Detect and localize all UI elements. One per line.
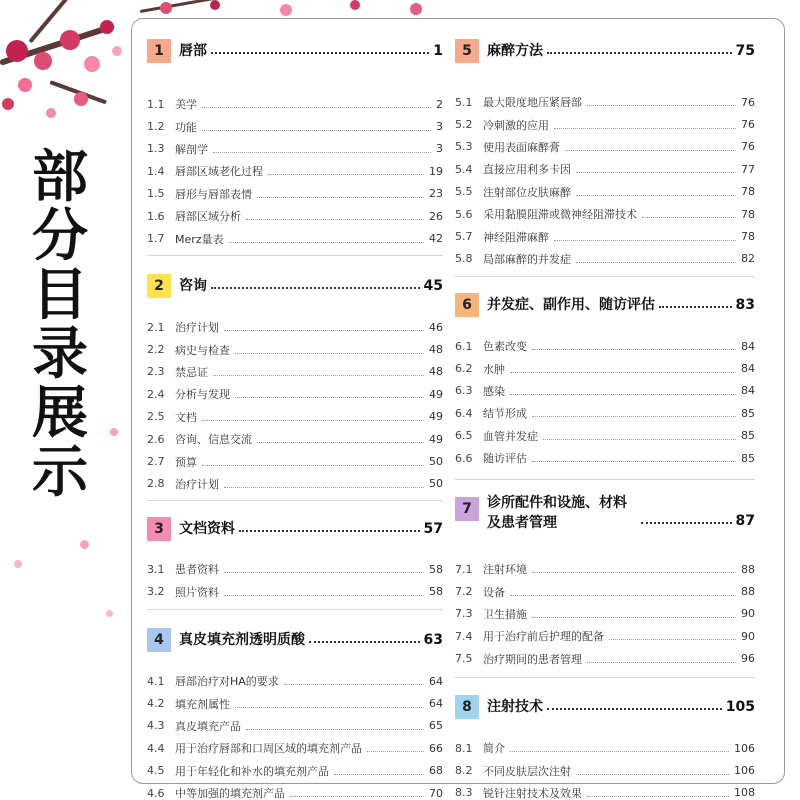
section-title: 患者资料 [175,563,219,577]
petal-decoration [14,560,22,568]
section-leader-dots [642,210,736,218]
section-title: 文档 [175,410,197,424]
section-number: 4.3 [147,719,165,733]
section-title: 注射环境 [483,563,527,577]
section-title: 感染 [483,384,505,398]
section-page-number: 85 [741,406,755,420]
section-leader-dots [213,368,424,376]
chapter-number: 3 [147,517,171,541]
section-leader-dots [587,789,729,797]
section-number: 4.6 [147,786,165,800]
section-leader-dots [576,165,736,173]
section-number: 8.1 [455,741,473,755]
chapter-title: 真皮填充剂透明质酸 [179,632,305,648]
section-title: 用于年轻化和补水的填充剂产品 [175,764,329,778]
section-entry[interactable] [147,138,443,160]
section-title: 治疗计划 [175,321,219,335]
section-entry[interactable] [455,380,755,402]
side-title-char: 展 [32,381,88,446]
side-title-char: 目 [32,263,88,328]
section-leader-dots [609,632,736,640]
section-title: 美学 [175,98,197,112]
section-title: 水肿 [483,362,505,376]
chapter-page-number: 63 [423,632,443,648]
section-leader-dots [202,458,424,466]
chapter-divider [147,255,443,256]
petal-decoration [80,540,89,549]
section-page-number: 85 [741,429,755,443]
section-title: 禁忌证 [175,365,208,379]
section-page-number: 106 [734,764,755,778]
section-number: 6.2 [455,362,473,376]
section-title: 神经阻滞麻醉 [483,230,549,244]
section-entry[interactable] [455,181,755,203]
section-leader-dots [235,700,424,708]
section-entry[interactable] [147,316,443,338]
section-entry[interactable] [147,670,443,692]
section-number: 5.6 [455,207,473,221]
section-leader-dots [532,565,736,573]
chapter-divider [455,276,755,277]
section-list [455,558,755,670]
chapter-divider [455,479,755,480]
section-title: 冷刺激的应用 [483,118,549,132]
chapter-title: 唇部 [179,43,207,59]
chapter-leader-dots [211,39,429,54]
section-number: 4.2 [147,697,165,711]
section-number: 1.1 [147,97,165,111]
section-page-number: 70 [429,786,443,800]
chapter-heading[interactable] [147,517,443,541]
section-number: 4.5 [147,764,165,778]
section-page-number: 65 [429,719,443,733]
side-title-char: 部 [32,145,88,210]
section-number: 5.5 [455,185,473,199]
section-entry[interactable] [147,205,443,227]
section-leader-dots [257,435,424,443]
section-entry[interactable] [455,158,755,180]
section-entry[interactable] [455,558,755,580]
chapter-page-number: 83 [735,297,755,313]
section-entry[interactable] [455,425,755,447]
section-page-number: 3 [436,120,443,134]
section-page-number: 48 [429,365,443,379]
section-entry[interactable] [455,759,755,781]
section-leader-dots [543,432,736,440]
section-page-number: 88 [741,585,755,599]
section-leader-dots [554,121,736,129]
section-list [455,335,755,469]
section-title: 照片资料 [175,585,219,599]
section-number: 2.5 [147,410,165,424]
section-title: 填充剂属性 [175,697,230,711]
section-leader-dots [246,212,424,220]
section-entry[interactable] [455,580,755,602]
section-entry[interactable] [455,357,755,379]
section-title: 用于治疗唇部和口周区域的填充剂产品 [175,742,362,756]
chapter-title: 咨询 [179,278,207,294]
section-page-number: 64 [429,697,443,711]
section-title: 病史与检查 [175,343,230,357]
section-number: 7.1 [455,562,473,576]
section-entry[interactable] [455,248,755,270]
section-leader-dots [587,98,736,106]
section-leader-dots [284,677,424,685]
section-leader-dots [229,235,424,243]
chapter-page-number: 1 [433,43,443,59]
section-entry[interactable] [147,580,443,602]
section-title: 使用表面麻醉膏 [483,140,560,154]
section-entry[interactable] [147,715,443,737]
section-title: 血管并发症 [483,429,538,443]
chapter-number: 8 [455,695,479,719]
section-page-number: 49 [429,432,443,446]
section-page-number: 76 [741,95,755,109]
section-number: 4.1 [147,674,165,688]
chapter-number: 2 [147,274,171,298]
chapter-page-number: 105 [725,699,755,715]
section-page-number: 78 [741,230,755,244]
section-entry[interactable] [147,93,443,115]
section-entry[interactable] [147,450,443,472]
chapter-page-number: 87 [735,513,755,529]
chapter-heading[interactable] [455,39,755,63]
section-page-number: 26 [429,209,443,223]
section-page-number: 106 [734,741,755,755]
chapter-divider [147,500,443,501]
petal-decoration [110,428,118,436]
side-title-char: 分 [32,204,88,269]
section-number: 1.3 [147,142,165,156]
section-leader-dots [257,190,424,198]
section-title: 结节形成 [483,407,527,421]
section-list [455,91,755,270]
chapter-leader-dots [211,274,420,289]
section-title: 局部麻醉的并发症 [483,252,571,266]
section-number: 2.2 [147,343,165,357]
section-page-number: 3 [436,142,443,156]
section-entry[interactable] [455,335,755,357]
section-page-number: 108 [734,786,755,800]
section-title: 色素改变 [483,340,527,354]
section-page-number: 84 [741,362,755,376]
section-entry[interactable] [455,603,755,625]
section-title: 随访评估 [483,452,527,466]
section-title: 锐针注射技术及效果 [483,786,582,800]
plum-blossom-decoration [0,0,130,150]
section-title: 唇部治疗对HA的要求 [175,675,279,689]
section-page-number: 90 [741,629,755,643]
section-page-number: 50 [429,455,443,469]
chapter-title: 注射技术 [487,699,543,715]
section-leader-dots [532,409,736,417]
section-page-number: 84 [741,339,755,353]
section-page-number: 58 [429,562,443,576]
section-number: 8.2 [455,764,473,778]
section-number: 1.7 [147,232,165,246]
chapter-leader-dots [239,517,420,532]
section-page-number: 49 [429,387,443,401]
section-list [147,558,443,603]
section-list [147,93,443,250]
section-page-number: 42 [429,232,443,246]
chapter-page-number: 57 [423,521,443,537]
section-leader-dots [224,565,424,573]
chapter-title: 诊所配件和设施、材料及患者管理 [487,495,627,531]
section-page-number: 48 [429,343,443,357]
section-entry[interactable] [147,760,443,782]
section-entry[interactable] [455,625,755,647]
section-title: 分析与发现 [175,388,230,402]
section-page-number: 82 [741,252,755,266]
chapter-heading[interactable] [147,39,443,63]
chapter-divider [455,677,755,678]
chapter-divider [147,609,443,610]
section-title: 卫生措施 [483,607,527,621]
section-leader-dots [213,145,431,153]
section-leader-dots [334,767,424,775]
section-title: 预算 [175,455,197,469]
section-title: Merz量表 [175,232,224,246]
section-leader-dots [235,346,424,354]
section-leader-dots [224,480,424,488]
section-page-number: 23 [429,187,443,201]
section-page-number: 64 [429,674,443,688]
section-entry[interactable] [455,402,755,424]
chapter-title: 并发症、副作用、随访评估 [487,297,655,313]
section-number: 5.8 [455,252,473,266]
section-title: 注射部位皮肤麻醉 [483,185,571,199]
section-number: 2.4 [147,387,165,401]
chapter-leader-dots [309,628,420,643]
section-list [455,737,755,800]
section-entry[interactable] [147,782,443,800]
section-entry[interactable] [147,338,443,360]
section-leader-dots [510,744,729,752]
section-page-number: 76 [741,118,755,132]
section-page-number: 84 [741,384,755,398]
section-title: 功能 [175,120,197,134]
chapter-number: 1 [147,39,171,63]
section-entry[interactable] [147,692,443,714]
section-leader-dots [268,167,424,175]
section-leader-dots [554,233,736,241]
section-number: 5.3 [455,140,473,154]
section-entry[interactable] [455,136,755,158]
section-entry[interactable] [147,361,443,383]
section-entry[interactable] [147,183,443,205]
chapter-leader-dots [547,695,722,710]
side-title [20,145,100,505]
chapter-leader-dots [659,293,732,308]
section-number: 5.1 [455,95,473,109]
section-page-number: 76 [741,140,755,154]
chapter-heading[interactable] [455,495,755,531]
section-entry[interactable] [147,737,443,759]
section-leader-dots [565,143,736,151]
section-number: 7.3 [455,607,473,621]
section-title: 解剖学 [175,142,208,156]
section-number: 1.2 [147,120,165,134]
section-list [147,670,443,800]
section-entry[interactable] [147,383,443,405]
chapter-number: 5 [455,39,479,63]
section-list [147,316,443,495]
chapter-leader-dots [547,39,732,54]
section-leader-dots [246,722,424,730]
chapter-number: 4 [147,628,171,652]
section-entry[interactable] [147,115,443,137]
section-number: 2.6 [147,432,165,446]
section-number: 2.8 [147,477,165,491]
section-page-number: 19 [429,164,443,178]
chapter-leader-dots [641,509,732,524]
section-number: 5.2 [455,118,473,132]
section-entry[interactable] [147,227,443,249]
section-page-number: 90 [741,607,755,621]
section-entry[interactable] [147,406,443,428]
section-entry[interactable] [455,737,755,759]
section-entry[interactable] [147,160,443,182]
chapter-page-number: 75 [735,43,755,59]
chapter-heading[interactable] [147,628,443,652]
section-page-number: 78 [741,185,755,199]
petal-decoration [106,610,113,617]
section-page-number: 96 [741,652,755,666]
section-number: 2.7 [147,455,165,469]
section-title: 治疗期间的患者管理 [483,652,582,666]
section-page-number: 77 [741,162,755,176]
section-number: 8.3 [455,786,473,800]
section-page-number: 68 [429,764,443,778]
chapter-page-number: 45 [423,278,443,294]
section-number: 4.4 [147,741,165,755]
section-entry[interactable] [455,113,755,135]
section-entry[interactable] [455,447,755,469]
section-entry[interactable] [455,203,755,225]
section-title: 真皮填充产品 [175,719,241,733]
section-page-number: 50 [429,477,443,491]
section-entry[interactable] [147,473,443,495]
section-entry[interactable] [455,91,755,113]
section-title: 唇部区域老化过程 [175,165,263,179]
section-title: 中等加强的填充剂产品 [175,787,285,800]
top-blossom-decoration [150,0,450,18]
section-title: 咨询、信息交流 [175,433,252,447]
section-leader-dots [576,767,729,775]
section-title: 唇形与唇部表情 [175,187,252,201]
section-leader-dots [510,365,736,373]
chapter-number: 6 [455,293,479,317]
section-number: 1.6 [147,209,165,223]
section-leader-dots [224,588,424,596]
section-leader-dots [587,655,736,663]
section-number: 6.1 [455,339,473,353]
chapter-heading[interactable] [455,695,755,719]
section-leader-dots [202,123,431,131]
section-number: 7.4 [455,629,473,643]
section-number: 1.4 [147,164,165,178]
section-title: 不同皮肤层次注射 [483,764,571,778]
section-number: 2.1 [147,320,165,334]
section-number: 2.3 [147,365,165,379]
section-entry[interactable] [455,225,755,247]
section-number: 6.4 [455,406,473,420]
section-leader-dots [367,744,424,752]
chapter-heading[interactable] [455,293,755,317]
section-leader-dots [510,387,736,395]
section-page-number: 46 [429,320,443,334]
section-title: 最大限度地压紧唇部 [483,96,582,110]
section-entry[interactable] [455,648,755,670]
section-entry[interactable] [147,558,443,580]
section-number: 3.1 [147,562,165,576]
side-title-char: 录 [32,322,88,387]
section-leader-dots [202,100,431,108]
section-leader-dots [532,610,736,618]
section-title: 直接应用利多卡因 [483,163,571,177]
section-number: 7.2 [455,585,473,599]
section-page-number: 88 [741,562,755,576]
section-number: 5.4 [455,162,473,176]
section-leader-dots [576,188,736,196]
section-leader-dots [290,789,424,797]
section-leader-dots [510,588,736,596]
section-entry[interactable] [147,428,443,450]
section-title: 采用黏膜阻滞或微神经阻滞技术 [483,208,637,222]
section-title: 简介 [483,742,505,756]
chapter-title: 麻醉方法 [487,43,543,59]
chapter-number: 7 [455,497,479,521]
section-number: 6.3 [455,384,473,398]
section-title: 治疗计划 [175,477,219,491]
section-page-number: 2 [436,97,443,111]
section-page-number: 78 [741,207,755,221]
section-entry[interactable] [455,782,755,800]
side-title-char: 示 [32,440,88,505]
section-number: 7.5 [455,652,473,666]
section-page-number: 49 [429,410,443,424]
section-page-number: 58 [429,585,443,599]
section-page-number: 85 [741,451,755,465]
section-leader-dots [224,323,424,331]
chapter-title: 文档资料 [179,521,235,537]
section-number: 5.7 [455,230,473,244]
section-leader-dots [576,255,736,263]
section-title: 用于治疗前后护理的配备 [483,630,604,644]
toc-card [131,18,785,800]
section-leader-dots [532,342,736,350]
section-number: 6.5 [455,429,473,443]
chapter-heading[interactable] [147,274,443,298]
section-page-number: 66 [429,741,443,755]
section-number: 6.6 [455,451,473,465]
section-title: 唇部区域分析 [175,210,241,224]
section-title: 设备 [483,585,505,599]
section-leader-dots [532,454,736,462]
section-leader-dots [202,413,424,421]
section-leader-dots [235,390,424,398]
section-number: 3.2 [147,585,165,599]
section-number: 1.5 [147,187,165,201]
